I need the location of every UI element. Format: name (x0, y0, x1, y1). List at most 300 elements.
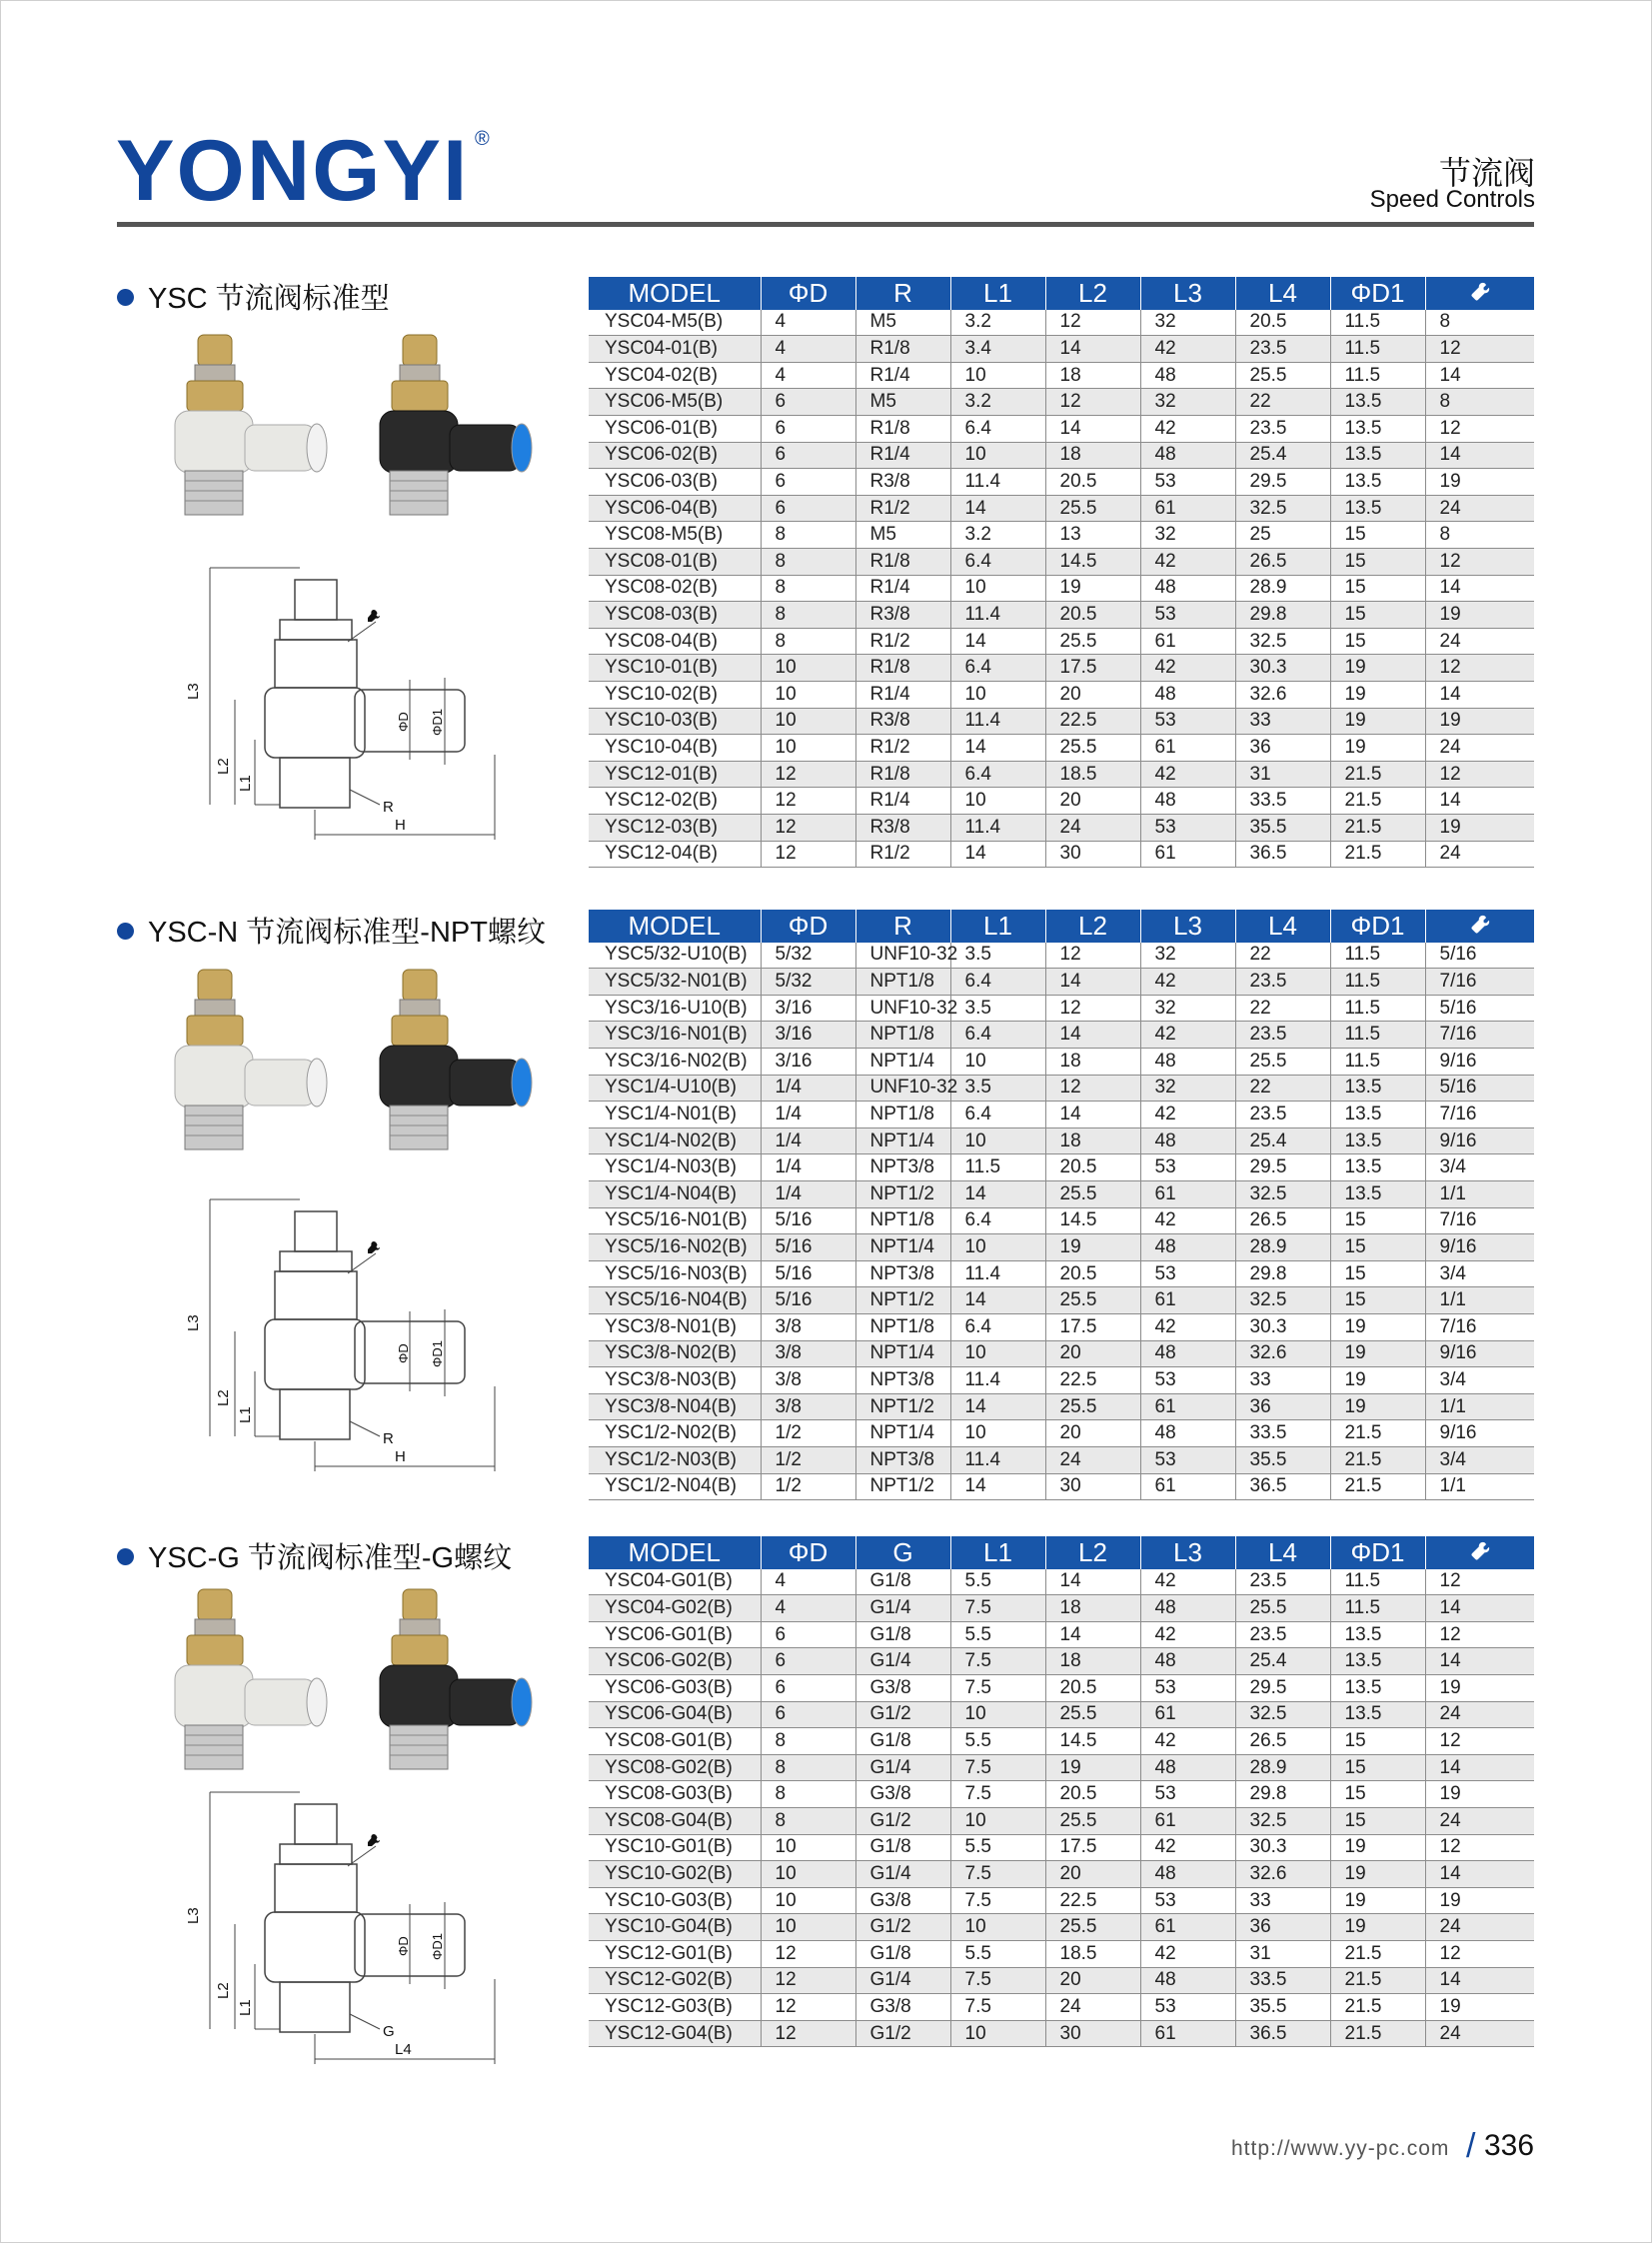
table-cell: 15 (1330, 548, 1425, 575)
table-cell: 7.5 (950, 1648, 1045, 1675)
table-cell: 24 (1425, 1701, 1534, 1728)
table-cell: 18.5 (1045, 1940, 1140, 1967)
table-cell: 12 (1045, 943, 1140, 969)
label-l2: L2 (215, 1982, 232, 1999)
table-cell: 18 (1045, 1595, 1140, 1622)
table-cell: 13.5 (1330, 1102, 1425, 1128)
spec-table (589, 277, 1535, 868)
table-cell: NPT3/8 (855, 1260, 950, 1287)
table-cell: 10 (761, 1887, 855, 1914)
table-cell: 7.5 (950, 1994, 1045, 2021)
table-cell: 48 (1140, 1340, 1235, 1367)
table-cell: 42 (1140, 1834, 1235, 1861)
table-cell: 11.5 (1330, 336, 1425, 363)
table-cell: YSC12-02(B) (589, 788, 761, 815)
table-cell: 19 (1425, 708, 1534, 735)
table-cell: 14 (950, 841, 1045, 868)
table-cell: 10 (950, 1234, 1045, 1261)
table-cell: 10 (761, 1914, 855, 1941)
table-cell: NPT1/8 (855, 1313, 950, 1340)
table-row (589, 1340, 1534, 1367)
table-cell: UNF10-32 (855, 995, 950, 1022)
table-row (589, 1781, 1534, 1808)
product-photo (115, 1579, 560, 1809)
table-cell: 10 (950, 1420, 1045, 1447)
table-cell: 17.5 (1045, 655, 1140, 682)
table-cell: YSC1/4-N02(B) (589, 1127, 761, 1154)
label-l2: L2 (215, 1389, 232, 1406)
table-cell: 15 (1330, 628, 1425, 655)
wrench-icon (368, 1834, 380, 1846)
table-cell: 20 (1045, 1861, 1140, 1888)
black-fitting-photo (380, 1589, 532, 1769)
column-header-wrench (1425, 1536, 1534, 1569)
table-cell: 4 (761, 1595, 855, 1622)
table-cell: 3.5 (950, 1075, 1045, 1102)
table-row (589, 1049, 1534, 1076)
table-cell: 48 (1140, 1420, 1235, 1447)
table-cell: 7.5 (950, 1861, 1045, 1888)
table-row (589, 389, 1534, 416)
table-cell: 32 (1140, 310, 1235, 336)
table-cell: 3.4 (950, 336, 1045, 363)
table-cell: 33.5 (1235, 1420, 1330, 1447)
table-cell: 7.5 (950, 1595, 1045, 1622)
label-l3: L3 (185, 683, 202, 700)
table-row (589, 814, 1534, 841)
table-cell: YSC10-01(B) (589, 655, 761, 682)
column-header: L1 (950, 277, 1045, 310)
table-cell: YSC1/2-N04(B) (589, 1473, 761, 1500)
table-cell: 10 (761, 708, 855, 735)
table-cell: 12 (761, 2020, 855, 2047)
table-row (589, 1473, 1534, 1500)
table-cell: YSC10-G04(B) (589, 1914, 761, 1941)
table-cell: R1/2 (855, 841, 950, 868)
column-header: ΦD (761, 1536, 855, 1569)
table-cell: R1/4 (855, 442, 950, 469)
table-cell: 23.5 (1235, 1621, 1330, 1648)
table-cell: 6 (761, 389, 855, 416)
table-row (589, 969, 1534, 996)
table-cell: 42 (1140, 336, 1235, 363)
wrench-icon (1469, 1540, 1491, 1562)
table-cell: 12 (1425, 1834, 1534, 1861)
table-cell: R1/2 (855, 628, 950, 655)
table-cell: 36.5 (1235, 841, 1330, 868)
table-cell: YSC5/32-U10(B) (589, 943, 761, 969)
column-header: L3 (1140, 910, 1235, 943)
table-cell: 48 (1140, 362, 1235, 389)
spec-table (589, 1536, 1535, 2047)
table-cell: 1/1 (1425, 1473, 1534, 1500)
table-row (589, 442, 1534, 469)
table-cell: 12 (1045, 310, 1140, 336)
table-cell: R1/8 (855, 761, 950, 788)
table-cell: YSC06-01(B) (589, 416, 761, 443)
table-cell: 21.5 (1330, 841, 1425, 868)
table-cell: G1/8 (855, 1621, 950, 1648)
table-cell: 19 (1045, 575, 1140, 602)
column-header: ΦD1 (1330, 1536, 1425, 1569)
label-l1: L1 (237, 1406, 254, 1423)
table-cell: 53 (1140, 1154, 1235, 1181)
table-cell: 1/4 (761, 1075, 855, 1102)
table-cell: 14 (1045, 416, 1140, 443)
table-cell: 8 (761, 602, 855, 629)
column-header: ΦD (761, 910, 855, 943)
table-cell: 20.5 (1045, 1675, 1140, 1702)
table-cell: 12 (1425, 1728, 1534, 1755)
table-cell: 12 (761, 788, 855, 815)
table-cell: 19 (1330, 1914, 1425, 1941)
table-cell: 42 (1140, 1728, 1235, 1755)
table-cell: 24 (1425, 495, 1534, 522)
table-cell: 14 (1045, 1102, 1140, 1128)
table-cell: 19 (1425, 1781, 1534, 1808)
table-cell: 32.5 (1235, 1180, 1330, 1207)
table-row (589, 628, 1534, 655)
table-row (589, 1446, 1534, 1473)
table-cell: NPT1/4 (855, 1340, 950, 1367)
table-cell: 9/16 (1425, 1420, 1534, 1447)
table-cell: G1/4 (855, 1861, 950, 1888)
table-row (589, 1075, 1534, 1102)
table-cell: 8 (761, 522, 855, 549)
table-row (589, 681, 1534, 708)
table-cell: 30.3 (1235, 655, 1330, 682)
table-cell: 20.5 (1235, 310, 1330, 336)
table-cell: 10 (950, 362, 1045, 389)
table-cell: 11.5 (1330, 943, 1425, 969)
table-cell: 12 (761, 814, 855, 841)
table-cell: 12 (1045, 389, 1140, 416)
table-cell: 25.5 (1045, 495, 1140, 522)
column-header: L3 (1140, 277, 1235, 310)
table-cell: YSC3/16-N01(B) (589, 1022, 761, 1049)
table-cell: 14 (950, 628, 1045, 655)
table-cell: NPT1/4 (855, 1127, 950, 1154)
table-cell: 31 (1235, 1940, 1330, 1967)
table-cell: 6 (761, 442, 855, 469)
table-cell: 21.5 (1330, 2020, 1425, 2047)
table-row (589, 336, 1534, 363)
table-cell: 3/16 (761, 1049, 855, 1076)
table-cell: 6 (761, 1621, 855, 1648)
table-cell: 20.5 (1045, 602, 1140, 629)
table-cell: NPT1/8 (855, 969, 950, 996)
table-cell: 20.5 (1045, 1260, 1140, 1287)
table-cell: 7/16 (1425, 1207, 1534, 1234)
table-cell: 48 (1140, 681, 1235, 708)
table-cell: NPT1/8 (855, 1207, 950, 1234)
table-cell: 11.4 (950, 469, 1045, 496)
table-cell: 36.5 (1235, 2020, 1330, 2047)
column-header: ΦD (761, 277, 855, 310)
table-cell: 22.5 (1045, 708, 1140, 735)
table-cell: 36 (1235, 1393, 1330, 1420)
table-cell: 12 (761, 1967, 855, 1994)
table-cell: R1/8 (855, 416, 950, 443)
table-cell: G1/2 (855, 1807, 950, 1834)
column-header: L2 (1045, 910, 1140, 943)
column-header: G (855, 1536, 950, 1569)
table-cell: 32.6 (1235, 1340, 1330, 1367)
table-cell: 13.5 (1330, 442, 1425, 469)
table-row (589, 735, 1534, 762)
table-row (589, 602, 1534, 629)
table-cell: G1/4 (855, 1595, 950, 1622)
table-cell: 11.5 (1330, 995, 1425, 1022)
table-cell: M5 (855, 522, 950, 549)
label-r: G (383, 2023, 395, 2040)
table-cell: G1/4 (855, 1648, 950, 1675)
table-cell: NPT1/2 (855, 1287, 950, 1314)
table-cell: 42 (1140, 969, 1235, 996)
table-cell: 24 (1425, 841, 1534, 868)
table-cell: 13.5 (1330, 416, 1425, 443)
table-cell: YSC10-04(B) (589, 735, 761, 762)
table-cell: YSC08-03(B) (589, 602, 761, 629)
table-cell: 28.9 (1235, 1234, 1330, 1261)
table-cell: 61 (1140, 1287, 1235, 1314)
table-cell: 8 (761, 548, 855, 575)
table-row (589, 1313, 1534, 1340)
table-cell: 25.5 (1045, 1701, 1140, 1728)
table-row (589, 1675, 1534, 1702)
table-cell: 11.5 (1330, 1022, 1425, 1049)
table-cell: 25.5 (1045, 628, 1140, 655)
table-cell: 48 (1140, 1648, 1235, 1675)
table-row (589, 2020, 1534, 2047)
table-row (589, 548, 1534, 575)
table-cell: 19 (1330, 1313, 1425, 1340)
table-cell: 20 (1045, 788, 1140, 815)
table-cell: 10 (761, 1834, 855, 1861)
table-cell: 12 (1425, 1569, 1534, 1595)
product-photo (115, 960, 560, 1189)
table-cell: 17.5 (1045, 1313, 1140, 1340)
table-cell: 15 (1330, 1754, 1425, 1781)
table-cell: YSC08-04(B) (589, 628, 761, 655)
column-header: ΦD1 (1330, 277, 1425, 310)
table-row (589, 575, 1534, 602)
table-cell: 3.5 (950, 943, 1045, 969)
table-cell: 32.5 (1235, 1287, 1330, 1314)
table-row (589, 1569, 1534, 1595)
table-cell: 18 (1045, 1049, 1140, 1076)
label-h: H (395, 1448, 406, 1465)
white-fitting-photo (175, 1589, 327, 1769)
table-row (589, 1127, 1534, 1154)
table-cell: 1/2 (761, 1473, 855, 1500)
table-cell: 14 (1045, 969, 1140, 996)
table-cell: 30 (1045, 841, 1140, 868)
table-cell: G1/4 (855, 1754, 950, 1781)
table-cell: 3.2 (950, 389, 1045, 416)
table-cell: 12 (761, 1940, 855, 1967)
table-cell: 12 (1045, 995, 1140, 1022)
table-cell: 1/1 (1425, 1287, 1534, 1314)
table-cell: 13.5 (1330, 1075, 1425, 1102)
table-cell: 5/16 (761, 1287, 855, 1314)
table-cell: YSC04-01(B) (589, 336, 761, 363)
table-cell: NPT1/8 (855, 1022, 950, 1049)
table-cell: 4 (761, 362, 855, 389)
table-cell: 12 (761, 761, 855, 788)
table-cell: 11.5 (1330, 1049, 1425, 1076)
table-cell: YSC10-03(B) (589, 708, 761, 735)
table-cell: 23.5 (1235, 1102, 1330, 1128)
table-cell: 3.5 (950, 995, 1045, 1022)
table-row (589, 1207, 1534, 1234)
wrench-icon (368, 610, 380, 622)
table-cell: R1/4 (855, 575, 950, 602)
table-cell: 8 (761, 1807, 855, 1834)
table-cell: 5/16 (761, 1234, 855, 1261)
bullet-icon (117, 289, 134, 306)
table-row (589, 1914, 1534, 1941)
dimension-drawing (180, 1191, 510, 1491)
table-cell: 7/16 (1425, 969, 1534, 996)
table-cell: 32.5 (1235, 628, 1330, 655)
table-cell: 18 (1045, 1648, 1140, 1675)
table-cell: 10 (950, 1049, 1045, 1076)
table-cell: 6 (761, 469, 855, 496)
label-l3: L3 (185, 1314, 202, 1331)
table-cell: UNF10-32 (855, 1075, 950, 1102)
table-cell: G3/8 (855, 1887, 950, 1914)
table-cell: G3/8 (855, 1781, 950, 1808)
table-cell: 61 (1140, 1393, 1235, 1420)
table-cell: 11.4 (950, 1446, 1045, 1473)
column-header: L4 (1235, 1536, 1330, 1569)
table-cell: 25.5 (1235, 1049, 1330, 1076)
table-cell: R1/8 (855, 548, 950, 575)
table-cell: 14 (950, 1180, 1045, 1207)
table-row (589, 841, 1534, 868)
table-cell: 33 (1235, 1367, 1330, 1394)
table-cell: 61 (1140, 1701, 1235, 1728)
section-title (117, 910, 546, 951)
table-cell: 21.5 (1330, 1940, 1425, 1967)
table-row (589, 1367, 1534, 1394)
table-cell: 53 (1140, 469, 1235, 496)
table-cell: 10 (761, 655, 855, 682)
table-cell: 6.4 (950, 761, 1045, 788)
table-cell: YSC06-M5(B) (589, 389, 761, 416)
label-l3: L3 (185, 1907, 202, 1924)
table-cell: M5 (855, 310, 950, 336)
table-cell: 12 (1425, 1940, 1534, 1967)
table-cell: 29.8 (1235, 602, 1330, 629)
table-cell: 12 (1425, 655, 1534, 682)
table-cell: 23.5 (1235, 969, 1330, 996)
table-cell: 14 (1425, 1648, 1534, 1675)
table-cell: 25.5 (1235, 1595, 1330, 1622)
table-cell: 13.5 (1330, 495, 1425, 522)
table-cell: 24 (1045, 1994, 1140, 2021)
table-cell: 53 (1140, 1675, 1235, 1702)
table-row (589, 788, 1534, 815)
table-cell: YSC3/16-U10(B) (589, 995, 761, 1022)
table-cell: 7.5 (950, 1887, 1045, 1914)
white-fitting-photo (175, 970, 327, 1149)
table-cell: 14 (950, 1287, 1045, 1314)
table-cell: YSC10-G03(B) (589, 1887, 761, 1914)
table-cell: 19 (1330, 655, 1425, 682)
table-cell: 7.5 (950, 1675, 1045, 1702)
table-cell: 13.5 (1330, 1648, 1425, 1675)
table-row (589, 1260, 1534, 1287)
column-header: ΦD1 (1330, 910, 1425, 943)
table-row (589, 1940, 1534, 1967)
table-cell: NPT1/2 (855, 1393, 950, 1420)
table-cell: 24 (1045, 814, 1140, 841)
table-cell: 24 (1425, 628, 1534, 655)
label-h: H (395, 817, 406, 834)
table-cell: YSC06-02(B) (589, 442, 761, 469)
table-cell: YSC04-M5(B) (589, 310, 761, 336)
table-cell: 8 (1425, 310, 1534, 336)
table-cell: 14 (1425, 362, 1534, 389)
table-cell: 1/2 (761, 1420, 855, 1447)
table-cell: 23.5 (1235, 416, 1330, 443)
table-row (589, 1393, 1534, 1420)
table-cell: 14 (1045, 1621, 1140, 1648)
table-cell: 13.5 (1330, 469, 1425, 496)
table-cell: 5/32 (761, 969, 855, 996)
table-cell: 15 (1330, 1234, 1425, 1261)
table-row (589, 1420, 1534, 1447)
table-cell: 14 (1425, 1967, 1534, 1994)
table-cell: 33 (1235, 1887, 1330, 1914)
table-row (589, 1861, 1534, 1888)
table-cell: YSC06-G01(B) (589, 1621, 761, 1648)
table-cell: YSC04-G02(B) (589, 1595, 761, 1622)
table-cell: 53 (1140, 1367, 1235, 1394)
table-cell: 61 (1140, 2020, 1235, 2047)
column-header: L4 (1235, 910, 1330, 943)
table-cell: M5 (855, 389, 950, 416)
bullet-icon (117, 923, 134, 940)
table-cell: 22 (1235, 389, 1330, 416)
table-cell: YSC08-G01(B) (589, 1728, 761, 1755)
table-cell: 18 (1045, 442, 1140, 469)
table-cell: 14 (950, 1473, 1045, 1500)
table-cell: 8 (761, 1781, 855, 1808)
table-cell: NPT1/4 (855, 1049, 950, 1076)
table-cell: 42 (1140, 761, 1235, 788)
table-cell: 5/16 (1425, 943, 1534, 969)
bullet-icon (117, 1548, 134, 1565)
table-cell: 15 (1330, 1260, 1425, 1287)
table-cell: 11.5 (1330, 310, 1425, 336)
table-cell: YSC08-G03(B) (589, 1781, 761, 1808)
table-cell: 7/16 (1425, 1022, 1534, 1049)
table-cell: 35.5 (1235, 1446, 1330, 1473)
table-cell: 3/8 (761, 1393, 855, 1420)
table-cell: 42 (1140, 1207, 1235, 1234)
table-cell: 6.4 (950, 416, 1045, 443)
table-row (589, 1807, 1534, 1834)
table-cell: YSC12-03(B) (589, 814, 761, 841)
table-cell: NPT1/2 (855, 1180, 950, 1207)
table-cell: 14 (950, 495, 1045, 522)
table-cell: 24 (1425, 735, 1534, 762)
table-cell: 19 (1425, 1994, 1534, 2021)
table-cell: 10 (950, 788, 1045, 815)
